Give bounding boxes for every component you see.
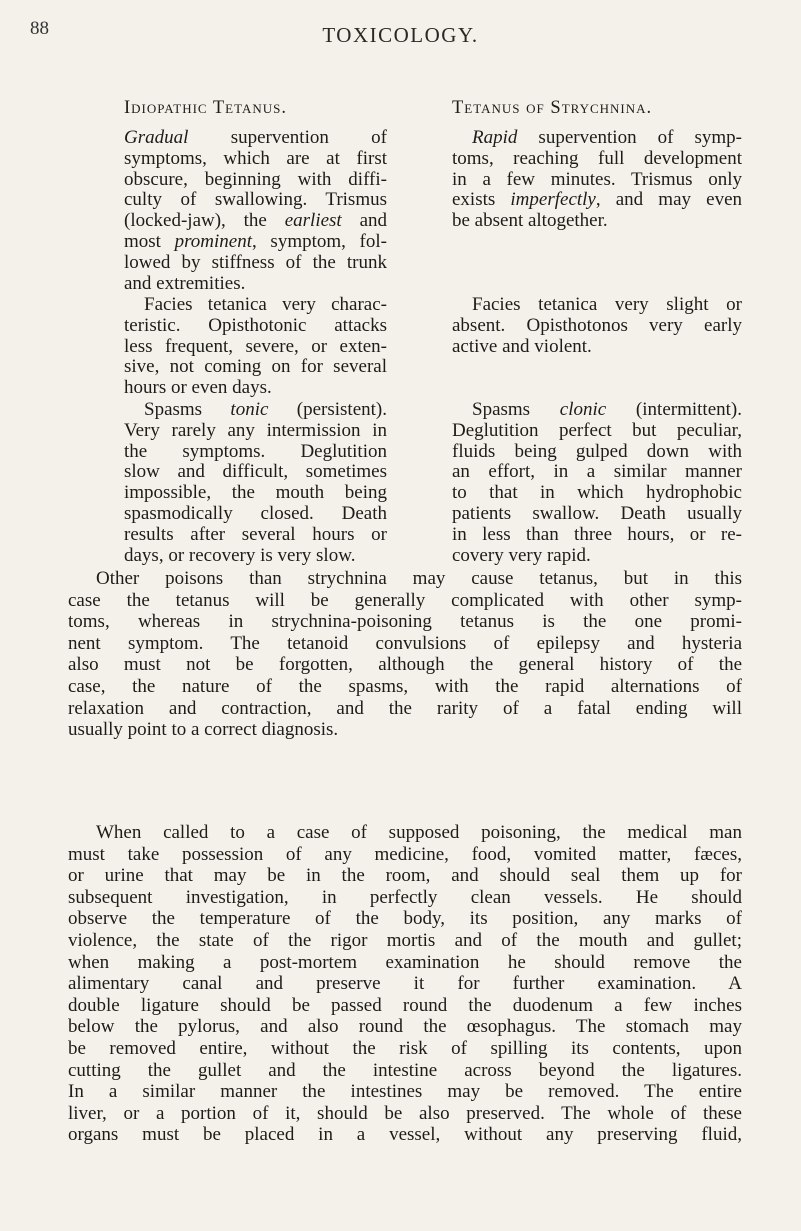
text-line: when making a post-mortem examination he should remove the [68,951,742,973]
text-line: Other poisons than strychnina may cause tetanus, but in this [96,568,742,589]
text-line: must take possession of any medicine, food, vomited matter, fæces, [68,843,742,865]
text-line: toms, whereas in strychnina-poisoning tetanus is the one promi- [68,611,742,633]
text-line: Facies tetanica very charac- [144,294,387,315]
left-col-block-3 [124,400,387,566]
text-line: absent. Opisthotonos very early [452,314,742,336]
text-line: also must not be forgotten, although the general history of the [68,654,742,676]
text-line: culty of swallowing. Trismus [124,189,387,211]
text-line: subsequent investigation, in perfectly clean vessels. He should [68,886,742,908]
text-line: spasmodically closed. Death [124,502,387,524]
text-line: slow and difficult, sometimes [124,461,387,483]
right-col-block-1 [452,128,742,232]
text-line: In a similar manner the intestines may be removed. The entire [68,1081,742,1103]
text-line: fluids being gulped down with [452,440,742,462]
text-line: relaxation and contraction, and the rarity of a fatal ending will [68,697,742,719]
left-col-block-2 [124,295,387,399]
text-line: Gradual supervention of [124,127,387,148]
text-line: liver, or a portion of it, should be also preserved. The whole of these [68,1102,742,1124]
running-head: TOXICOLOGY. [322,23,479,47]
text-line: impossible, the mouth being [124,482,387,504]
text-line: covery very rapid. [452,544,591,566]
left-column-heading: Idiopathic Tetanus. [124,98,288,118]
paragraph-diagnosis [68,568,742,741]
text-line: symptoms, which are at first [124,147,387,169]
text-line: days, or recovery is very slow. [124,544,356,566]
text-line: (locked-jaw), the earliest and [124,210,387,232]
text-line: organs must be placed in a vessel, without any preserving fluid, [68,1124,742,1146]
text-line: lowed by stiffness of the trunk [124,251,387,273]
text-line: sive, not coming on for several [124,356,387,378]
text-line: When called to a case of supposed poisoning, the medical man [96,822,742,843]
text-line: obscure, beginning with diffi- [124,168,387,190]
text-line: patients swallow. Death usually [452,502,742,524]
left-col-block-1 [124,128,387,294]
text-line: active and violent. [452,335,592,357]
page-number: 88 [30,18,49,39]
text-line: below the pylorus, and also round the œsophagus. The stomach may [68,1016,742,1038]
text-line: Spasms clonic (intermittent). [472,399,742,420]
text-line: to that in which hydrophobic [452,482,742,504]
right-col-block-3 [452,400,742,566]
text-line: usually point to a correct diagnosis. [68,719,339,741]
text-line: violence, the state of the rigor mortis and of the mouth and gullet; [68,929,742,951]
text-line: Rapid supervention of symp- [472,127,742,148]
right-col-block-2 [452,295,742,357]
text-line: nent symptom. The tetanoid convulsions of epilepsy and hysteria [68,632,742,654]
text-line: an effort, in a similar manner [452,461,742,483]
text-line: be absent altogether. [452,210,608,232]
right-column-heading: Tetanus of Strychnina. [452,98,653,118]
text-line: case the tetanus will be generally complicated with other symp- [68,589,742,611]
text-line: results after several hours or [124,523,387,545]
text-line: alimentary canal and preserve it for further examination. A [68,973,742,995]
text-line: in a few minutes. Trismus only [452,168,742,190]
paragraph-procedure [68,822,742,1146]
text-line: observe the temperature of the body, its position, any marks of [68,908,742,930]
text-line: cutting the gullet and the intestine across beyond the ligatures. [68,1059,742,1081]
text-line: teristic. Opisthotonic attacks [124,314,387,336]
text-line: in less than three hours, or re- [452,523,742,545]
text-line: Facies tetanica very slight or [472,294,742,315]
text-line: hours or even days. [124,377,272,399]
text-line: Spasms tonic (persistent). [144,399,387,420]
text-line: Very rarely any intermission in [124,419,387,441]
text-line: case, the nature of the spasms, with the rapid alternations of [68,675,742,697]
text-line: exists imperfectly, and may even [452,189,742,211]
text-line: and extremities. [124,272,246,294]
text-line: Deglutition perfect but peculiar, [452,419,742,441]
text-line: less frequent, severe, or exten- [124,335,387,357]
text-line: double ligature should be passed round the duodenum a few inches [68,994,742,1016]
text-line: be removed entire, without the risk of spilling its contents, upon [68,1037,742,1059]
text-line: the symptoms. Deglutition [124,440,387,462]
text-line: or urine that may be in the room, and should seal them up for [68,865,742,887]
text-line: most prominent, symptom, fol- [124,230,387,252]
text-line: toms, reaching full development [452,147,742,169]
